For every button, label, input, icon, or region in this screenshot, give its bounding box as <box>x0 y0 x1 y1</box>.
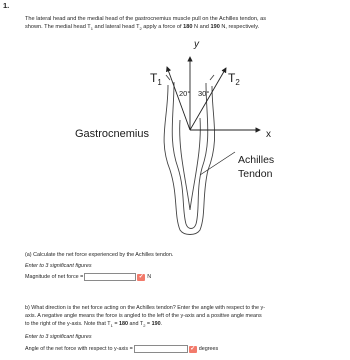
intro-line-1: The lateral head and the medial head of the gastrocnemius muscle pull on the Achilles tendon, as <box>25 16 266 22</box>
part-b-text: = <box>112 321 119 327</box>
intro-text: shown. The medial head T <box>25 24 91 30</box>
intro-text: N and <box>192 24 211 30</box>
part-b-sub: 2 <box>143 323 146 329</box>
net-force-angle-input[interactable] <box>134 345 188 353</box>
tendon-label-line-2: Tendon <box>238 168 273 180</box>
intro-sub-1: 1 <box>90 26 93 32</box>
check-icon: ✓ <box>138 274 144 280</box>
part-b-text: and T <box>128 321 144 327</box>
intro-text: and lateral head T <box>92 24 140 30</box>
part-b-text: . <box>160 321 163 327</box>
t1-vector <box>167 67 190 130</box>
force-t1-value: 180 <box>183 24 193 30</box>
part-a-hint: Enter to 3 significant figures <box>25 263 92 269</box>
part-b-unit: degrees <box>198 346 219 352</box>
part-b-t1-value: 180 <box>119 321 128 327</box>
part-b-t2-value: 190 <box>151 321 161 327</box>
part-a-prompt: (a) Calculate the net force experienced by the Achilles tendon. <box>25 252 174 258</box>
y-axis-label: y <box>194 39 199 50</box>
intro-text: apply a force of <box>141 24 184 30</box>
part-b-sub: 1 <box>110 323 113 329</box>
angle-left-label: 20° <box>179 89 191 98</box>
tendon-label-line-1: Achilles <box>238 154 275 166</box>
intro-sub-2: 2 <box>139 26 142 32</box>
t1-label: $T_1$ <box>150 71 162 87</box>
part-b-answer-row <box>25 345 218 353</box>
question-number: 1. <box>3 1 10 10</box>
x-axis-label: x <box>266 129 271 140</box>
angle-right-label: 30° <box>198 89 210 98</box>
check-icon: ✓ <box>190 346 196 352</box>
part-b-field-label: Angle of the net force with respect to y-axis = <box>25 346 133 352</box>
force-t2-value: 190 <box>210 24 220 30</box>
part-b-text: to the right of the y-axis. Note that T <box>25 321 111 327</box>
part-b-line-1: b) What direction is the net force acting on the Achilles tendon? Enter the angle with respect to the y- <box>25 305 266 311</box>
part-a-field-label: Magnitude of net force = <box>25 274 84 280</box>
part-b-prompt <box>25 304 345 330</box>
part-b-line-3 <box>25 320 345 330</box>
muscle-outline <box>164 75 215 235</box>
part-a-unit: N <box>147 274 152 280</box>
part-b-text: = <box>145 321 152 327</box>
muscle-label: Gastrocnemius <box>75 128 149 140</box>
part-a-answer-row <box>25 273 151 281</box>
part-b-hint: Enter to 3 significant figures <box>25 334 92 340</box>
t2-vector <box>190 68 226 130</box>
part-b-line-2: axis. A negative angle means the force is angled to the left of the y-axis and a positive angle means <box>25 313 262 319</box>
intro-text: N, respectively. <box>219 24 260 30</box>
answer-status-badge <box>137 274 145 281</box>
t2-label: $T_2$ <box>228 71 240 87</box>
net-force-magnitude-input[interactable] <box>84 273 136 281</box>
answer-status-badge <box>189 346 197 353</box>
